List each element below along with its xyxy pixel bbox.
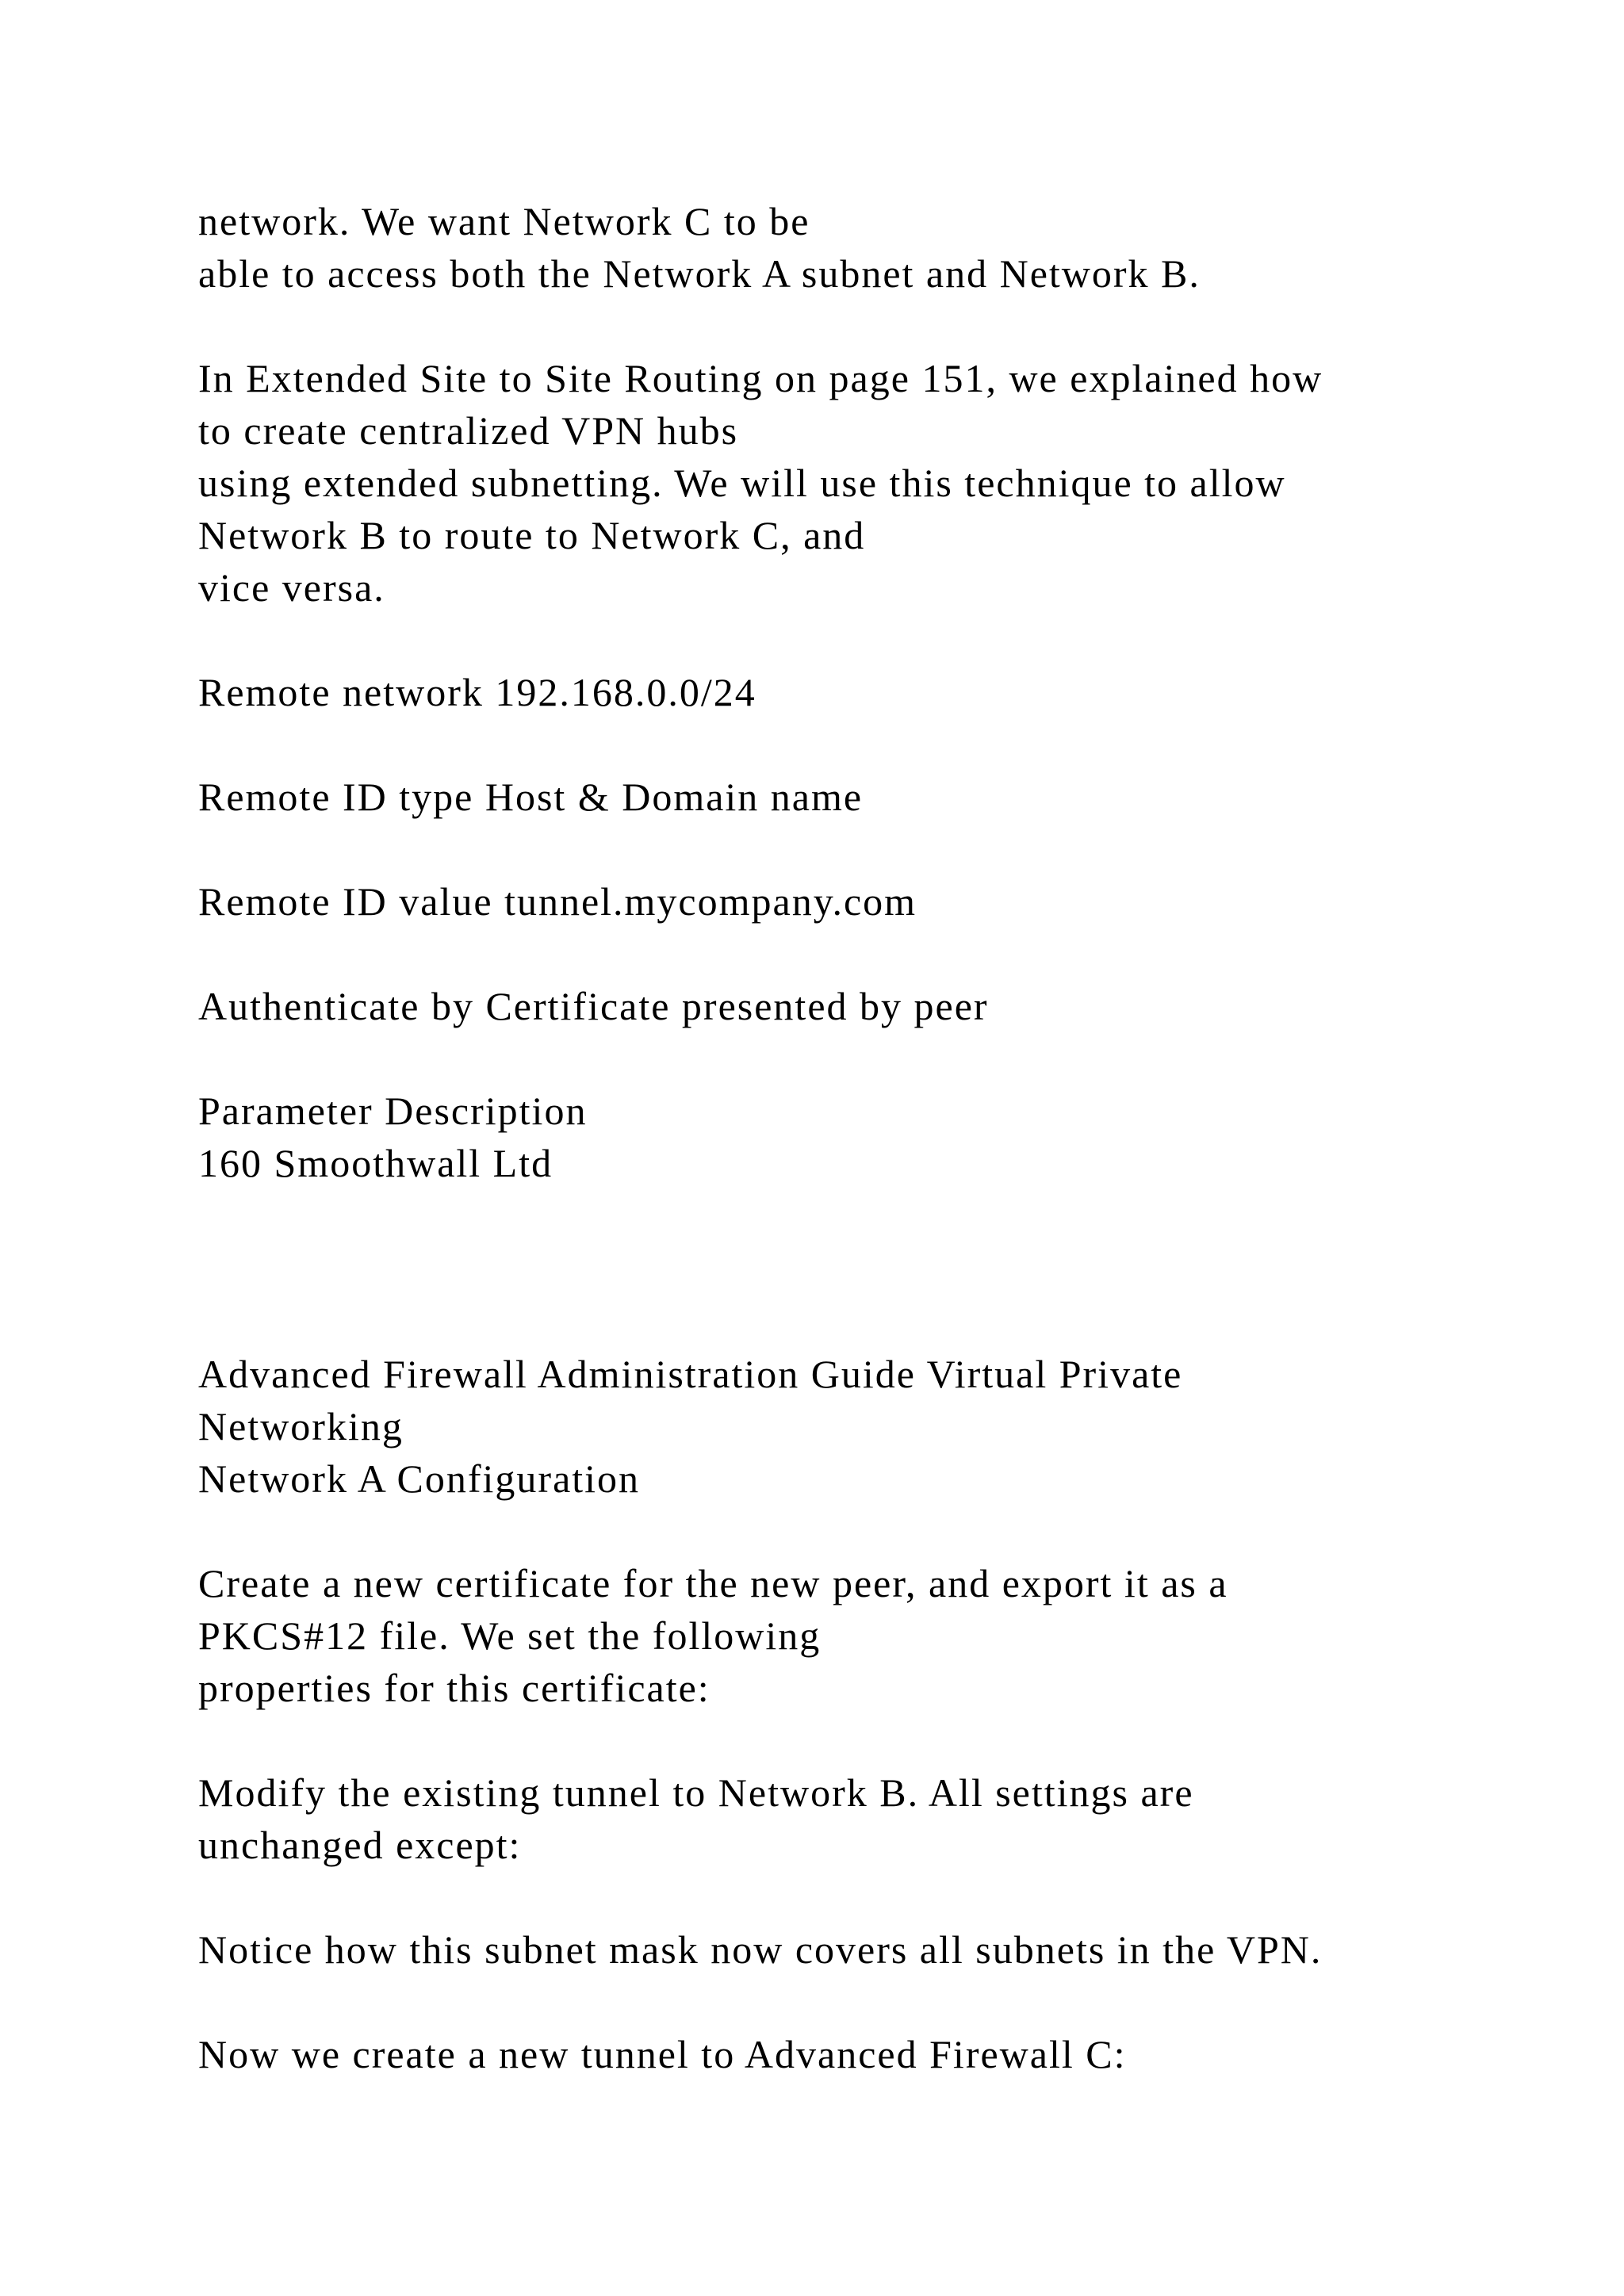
text-line: PKCS#12 file. We set the following xyxy=(198,1613,822,1658)
text-line: to create centralized VPN hubs xyxy=(198,408,739,453)
text-line: Authenticate by Certificate presented by peer xyxy=(198,984,989,1028)
text-line: Remote ID value tunnel.mycompany.com xyxy=(198,879,917,924)
text-line: vice versa. xyxy=(198,565,385,610)
text-line: network. We want Network C to be xyxy=(198,199,810,243)
running-header: Networking xyxy=(198,1404,404,1448)
text-line: Modify the existing tunnel to Network B. All settings are xyxy=(198,1770,1194,1815)
text-line: Create a new certificate for the new peer, and export it as a xyxy=(198,1561,1228,1605)
text-line: Now we create a new tunnel to Advanced Firewall C: xyxy=(198,2032,1127,2076)
text-line: Network B to route to Network C, and xyxy=(198,513,866,557)
text-line: unchanged except: xyxy=(198,1823,522,1867)
section-heading: Network A Configuration xyxy=(198,1456,641,1501)
text-line: able to access both the Network A subnet and Network B. xyxy=(198,251,1201,296)
text-line: In Extended Site to Site Routing on page 151, we explained how xyxy=(198,356,1323,400)
text-line: using extended subnetting. We will use this technique to allow xyxy=(198,461,1286,505)
running-header: Advanced Firewall Administration Guide Virtual Private xyxy=(198,1352,1183,1396)
text-line: Remote ID type Host & Domain name xyxy=(198,775,864,819)
text-line: Remote network 192.168.0.0/24 xyxy=(198,670,756,714)
text-line: properties for this certificate: xyxy=(198,1666,710,1710)
text-line: Notice how this subnet mask now covers all subnets in the VPN. xyxy=(198,1927,1323,1972)
text-line: Parameter Description xyxy=(198,1089,588,1133)
page-footer: 160 Smoothwall Ltd xyxy=(198,1141,553,1185)
